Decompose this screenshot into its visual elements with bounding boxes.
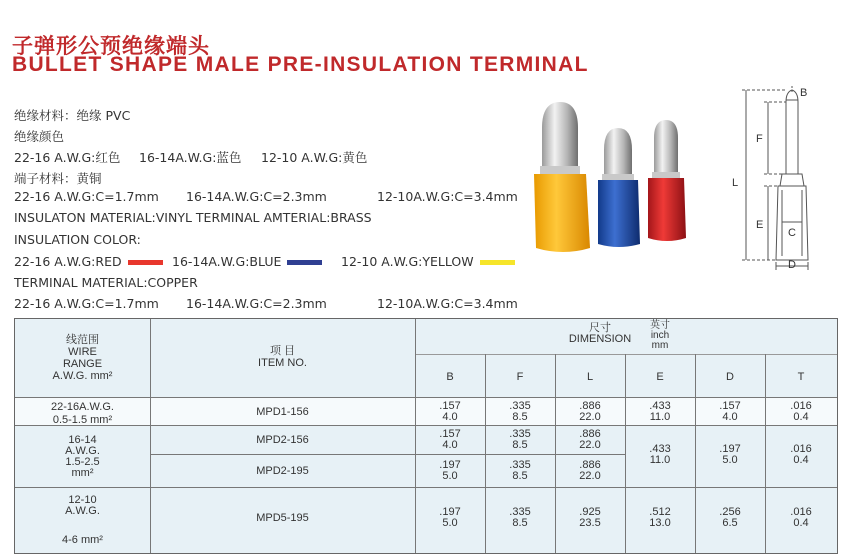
cell-b: .157 4.0 <box>439 428 461 451</box>
cell-l: .886 22.0 <box>579 428 601 451</box>
wire-range-group-2: 16-14 A.W.G. 1.5-2.5 mm² <box>65 434 100 479</box>
dim-label-c: C <box>788 227 796 239</box>
title-english: BULLET SHAPE MALE PRE-INSULATION TERMINAL <box>12 53 589 76</box>
cell-b: .197 5.0 <box>439 459 461 482</box>
blue-terminal <box>598 128 640 247</box>
wire-range-group-3: 12-10 A.W.G. 4-6 mm² <box>62 494 103 546</box>
spec-c-row-en <box>14 296 534 312</box>
cell-b: .197 5.0 <box>439 506 461 529</box>
cell-d: .157 4.0 <box>719 400 741 423</box>
table-row-item: MPD2-156 <box>256 434 309 446</box>
wire-range-group-1: 22-16A.W.G. 0.5-1.5 mm² <box>51 401 114 426</box>
dim-label-e: E <box>756 219 764 231</box>
col-header-d: D <box>726 371 734 383</box>
red-swatch <box>128 260 163 265</box>
header-wire-range: 线范围 WIRE RANGE A.W.G. mm² <box>52 334 113 382</box>
yellow-terminal <box>534 102 590 252</box>
spec-color-a-cn: 22-16 A.W.G:红色 <box>14 150 121 165</box>
dim-label-f: F <box>756 133 763 145</box>
spec-color-c-cn: 12-10 A.W.G:黄色 <box>261 150 368 165</box>
col-header-f: F <box>516 371 524 383</box>
spec-c-a-cn: 22-16 A.W.G:C=1.7mm <box>14 189 159 204</box>
cell-e: .433 11.0 <box>649 400 671 423</box>
spec-insulation-color-label-cn: 绝缘颜色 <box>14 129 65 144</box>
cell-d: .256 6.5 <box>719 506 741 529</box>
cell-f: .335 8.5 <box>509 428 531 451</box>
col-header-b: B <box>446 371 454 383</box>
cell-f: .335 8.5 <box>509 400 531 423</box>
dim-label-d: D <box>788 259 796 271</box>
cell-t-merged: .016 0.4 <box>790 443 812 466</box>
col-header-l: L <box>586 371 594 383</box>
header-dimension: 尺寸 DIMENSION <box>568 322 632 345</box>
cell-b: .157 4.0 <box>439 400 461 423</box>
spec-c-c-cn: 12-10A.W.G:C=3.4mm <box>377 189 518 204</box>
cell-d-merged: .197 5.0 <box>719 443 741 466</box>
dimension-table <box>14 318 838 554</box>
spec-c-a-en: 22-16 A.W.G:C=1.7mm <box>14 296 159 311</box>
spec-material-line-en: INSULATON MATERIAL:VINYL TERMINAL AMTERIAL:BRASS <box>14 210 372 225</box>
spec-c-c-en: 12-10A.W.G:C=3.4mm <box>377 296 518 311</box>
spec-color-blue-en: 16-14A.W.G:BLUE <box>172 254 328 269</box>
cell-e: .512 13.0 <box>649 506 671 529</box>
cell-t: .016 0.4 <box>790 400 812 423</box>
dimension-diagram <box>712 82 842 272</box>
cell-l: .886 22.0 <box>579 459 601 482</box>
spec-color-label-en: INSULATION COLOR: <box>14 232 141 247</box>
spec-c-b-cn: 16-14A.W.G:C=2.3mm <box>186 189 327 204</box>
blue-swatch <box>287 260 322 265</box>
table-row-item: MPD5-195 <box>256 512 309 524</box>
cell-l: .886 22.0 <box>579 400 601 423</box>
cell-e-merged: .433 11.0 <box>649 443 671 466</box>
cell-f: .335 8.5 <box>509 506 531 529</box>
spec-color-red-en: 22-16 A.W.G:RED <box>14 254 169 269</box>
dim-label-b: B <box>800 87 808 99</box>
spec-color-row-en <box>14 254 534 270</box>
cell-t: .016 0.4 <box>790 506 812 529</box>
table-row-item: MPD2-195 <box>256 465 309 477</box>
title-chinese: 子弹形公预绝缘端头 <box>12 34 210 58</box>
product-photo <box>530 98 710 258</box>
spec-terminal-material-cn: 端子材料：黄铜 <box>14 171 102 186</box>
spec-color-yellow-en: 12-10 A.W.G:YELLOW <box>341 254 521 269</box>
red-terminal <box>648 120 686 241</box>
dim-label-l: L <box>732 177 739 189</box>
col-header-e: E <box>656 371 664 383</box>
table-row-item: MPD1-156 <box>256 406 309 418</box>
col-header-t: T <box>797 371 805 383</box>
header-dimension-unit: 英寸 inch mm <box>650 320 670 351</box>
cell-l: .925 23.5 <box>579 506 601 529</box>
header-item-no: 项 目 ITEM NO. <box>258 345 307 369</box>
spec-insulation-material-cn: 绝缘材料：绝缘 PVC <box>14 108 131 123</box>
yellow-swatch <box>480 260 515 265</box>
spec-color-row-cn <box>14 148 414 164</box>
spec-c-row-cn <box>14 189 534 205</box>
spec-c-b-en: 16-14A.W.G:C=2.3mm <box>186 296 327 311</box>
spec-terminal-material-en: TERMINAL MATERIAL:COPPER <box>14 275 198 290</box>
cell-f: .335 8.5 <box>509 459 531 482</box>
spec-color-b-cn: 16-14A.W.G:蓝色 <box>139 150 242 165</box>
